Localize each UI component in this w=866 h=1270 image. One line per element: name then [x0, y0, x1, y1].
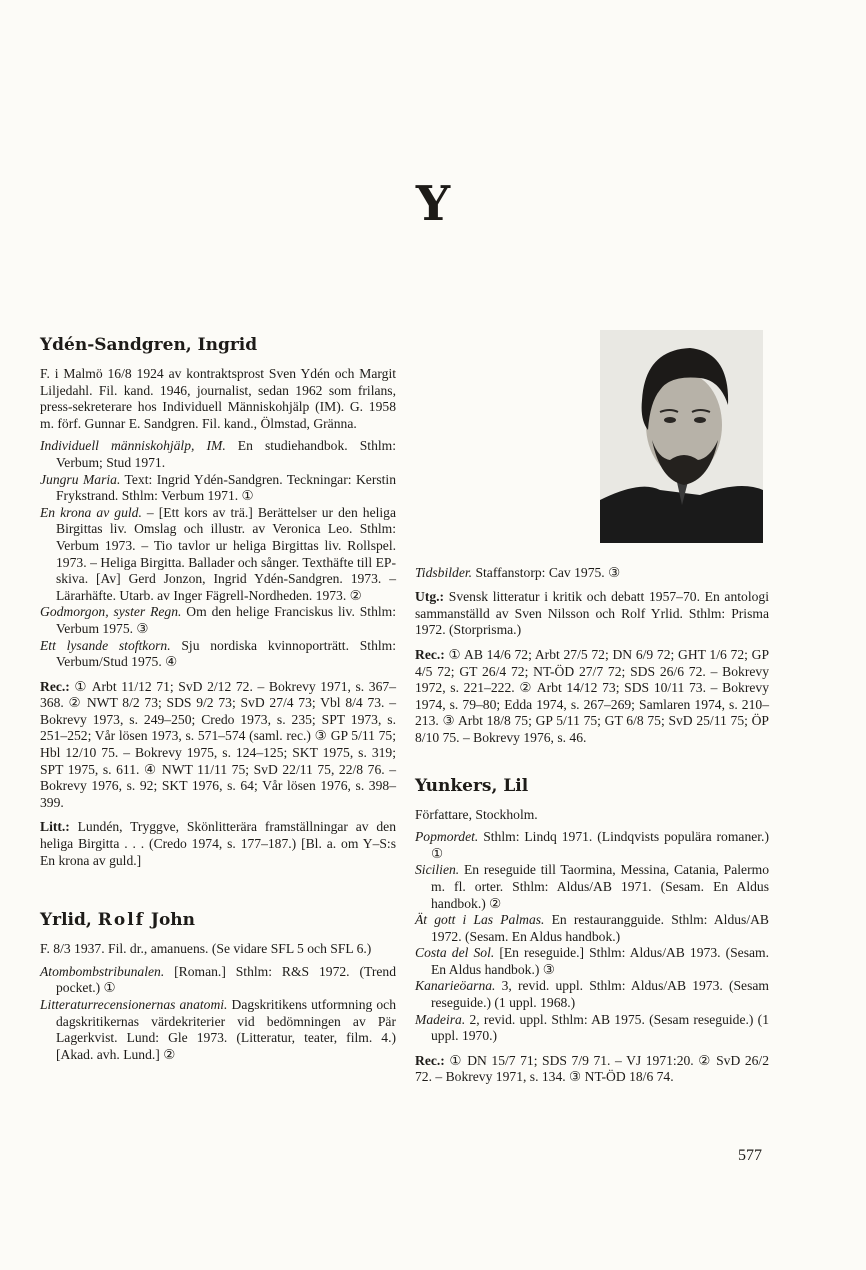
- author-portrait: [600, 330, 763, 543]
- entry-bio: F. i Malmö 16/8 1924 av kontraktsprost Sven Ydén och Margit Liljedahl. Fil. kand. 1946, journalist, sedan 1962 som frilans, press-sekreterare hos Individuell Människohjälp (IM). G. 1958 m. förf. Gunnar E. Sandgren. Fil. kand., Ölmstad, Gränna.: [40, 366, 396, 431]
- work-item: Ät gott i Las Palmas. En restaurangguide. Sthlm: Aldus/AB 1972. (Sesam. En Aldus handbok.): [415, 912, 769, 944]
- editor-note: Utg.: Svensk litteratur i kritik och debatt 1957–70. En antologi sammanställd av Sven Nilsson och Rolf Yrlid. Sthlm: Prisma 1972. (Storprisma.): [415, 589, 769, 638]
- work-item: Litteraturrecensionernas anatomi. Dagskritikens utformning och dagskritikernas värdekriterier vid bedömningen av Pär Lagerkvist. Lund: Gle 1973. (Litteratur, teater, film. 4.) [Akad. avh. Lund.] ②: [40, 997, 397, 1062]
- work-item: Individuell människohjälp, IM. En studiehandbok. Sthlm: Verbum; Stud 1971.: [40, 438, 396, 470]
- left-column: [40, 334, 396, 1063]
- work-item: Ett lysande stoftkorn. Sju nordiska kvinnoporträtt. Sthlm: Verbum/Stud 1975. ④: [40, 637, 396, 670]
- reviews: Rec.: ① DN 15/7 71; SDS 7/9 71. – VJ 1971:20. ② SvD 26/2 72. – Bokrevy 1971, s. 134. ③ NT-ÖD 18/6 74.: [415, 1052, 769, 1085]
- work-item-continued: [415, 548, 769, 565]
- work-item: Kanarieöarna. 3, revid. uppl. Sthlm: Aldus/AB 1973. (Sesam reseguide.) (1 uppl. 1968.): [415, 978, 769, 1011]
- entry-title-yden: Ydén-Sandgren, Ingrid: [40, 335, 258, 355]
- section-letter: Y: [415, 176, 451, 232]
- reviews: Rec.: ① AB 14/6 72; Arbt 27/5 72; DN 6/9 72; GHT 1/6 72; GP 4/5 72; GT 26/4 72; NT-ÖD 27/7 72; SDS 26/6 72. – Bokrevy 1972, s. 221–222. ② Arbt 14/12 73; SDS 10/11 73. – Bokrevy 1974, s. 79–80; Edda 1974, s. 267–269; Samlaren 1974, s. 210–213. ③ Arbt 18/8 75; GP 5/11 75; GT 6/8 75; SvD 25/11 75; ÖP 8/10 75. – Bokrevy 1976, s. 46.: [415, 646, 769, 745]
- work-item: Madeira. 2, revid. uppl. Sthlm: AB 1975. (Sesam reseguide.) (1 uppl. 1970.): [415, 1011, 769, 1044]
- reviews: Rec.: ① Arbt 11/12 71; SvD 2/12 72. – Bokrevy 1971, s. 367–368. ② NWT 8/2 73; SDS 9/2 73; SvD 27/4 73; Vbl 8/4 73. – Bokrevy 1973, s. 249–250; Credo 1973, s. 235; SPT 1973, s. 251–252; Vår lösen 1973, s. 571–574 (saml. rec.) ③ GP 5/11 75; Hbl 12/10 75. – Bokrevy 1975, s. 124–125; SKT 1975, s. 319; SPT 1975, s. 611. ④ NWT 11/11 75; SvD 22/11 75, 22/8 76. – Bokrevy 1976, s. 92; SKT 1976, s. 64; Vår lösen 1976, s. 398–399.: [40, 678, 396, 810]
- entry-title-yrlid: Yrlid, Rolf John: [40, 910, 196, 931]
- work-item: En krona av guld. – [Ett kors av trä.] Berättelser ur den heliga Birgittas liv. Omslag och illustr. av Veronica Leo. Sthlm: Verbum 1973. – Tio tavlor ur heliga Birgittas liv. Rollspel. 1973. – Heliga Birgitta. Ballader och sånger. Texthäfte till EP-skiva. [Av] Gerd Jonzon, Ingrid Ydén-Sandgren. 1973. – Lärarhäfte. Utarb. av Inger Fägrell-Nordheden. 1973. ②: [40, 504, 397, 603]
- right-column: [415, 548, 769, 1092]
- work-item: Godmorgon, syster Regn. Om den helige Franciskus liv. Sthlm: Verbum 1975. ③: [40, 604, 396, 636]
- literature: Litt.: Lundén, Tryggve, Skönlitterära framställningar av den heliga Birgitta . . . (Credo 1974, s. 177–187.) [Bl. a. om Y–S:s En krona av guld.]: [40, 819, 396, 868]
- work-item: Jungru Maria. Text: Ingrid Ydén-Sandgren. Teckningar: Kerstin Frykstrand. Sthlm: Verbum 1971. ①: [40, 471, 396, 504]
- work-item: Popmordet. Sthlm: Lindq 1971. (Lindqvists populära romaner.) ①: [415, 829, 769, 861]
- work-item: Costa del Sol. [En reseguide.] Sthlm: Aldus/AB 1973. (Sesam. En Aldus handbok.) ③: [415, 945, 769, 977]
- work-item: Tidsbilder. Staffanstorp: Cav 1975. ③: [415, 564, 621, 580]
- entry-bio: Författare, Stockholm.: [415, 806, 538, 822]
- entry-bio: F. 8/3 1937. Fil. dr., amanuens. (Se vidare SFL 5 och SFL 6.): [40, 941, 372, 957]
- work-item: Sicilien. En reseguide till Taormina, Messina, Catania, Palermo m. fl. orter. Sthlm: Aldus/AB 1971. (Sesam. En Aldus handbok.) ②: [415, 862, 769, 911]
- work-item: Atombombstribunalen. [Roman.] Sthlm: R&S 1972. (Trend pocket.) ①: [40, 963, 396, 996]
- page-number: 577: [738, 1147, 762, 1164]
- works-list: [40, 438, 396, 670]
- entry-title-yunkers: Yunkers, Lil: [415, 775, 529, 796]
